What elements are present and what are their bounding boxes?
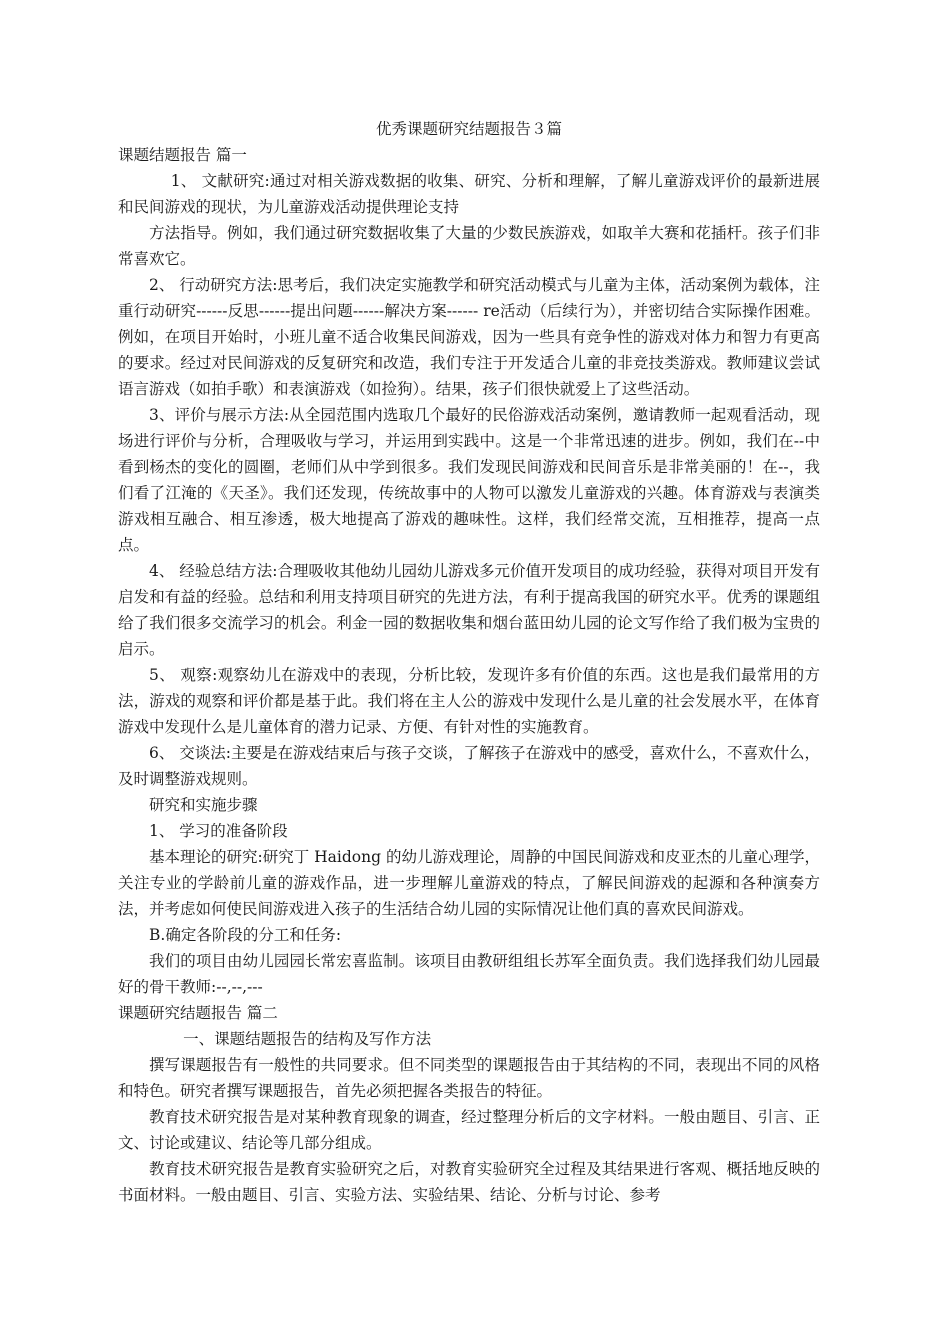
paragraph: B.确定各阶段的分工和任务: bbox=[149, 926, 342, 944]
subheading: 一、课题结题报告的结构及写作方法 bbox=[183, 1030, 432, 1048]
paragraph: 4、 经验总结方法:合理吸收其他幼儿园幼儿游戏多元价值开发项目的成功经验，获得对项目开发有启发和有益的经验。总结和利用支持项目研究的先进方法，有利于提高我国的研究水平。优秀的课题组给了我们很多交流学习的机会。利金一园的数据收集和烟台蓝田幼儿园的论文写作给了我们极为宝贵的启示。 bbox=[118, 562, 821, 658]
paragraph: 基本理论的研究:研究丁 Haidong 的幼儿游戏理论，周静的中国民间游戏和皮亚杰的儿童心理学，关注专业的学龄前儿童的游戏作品，进一步理解儿童游戏的特点，了解民间游戏的起源和各种演奏方法，并考虑如何使民间游戏进入孩子的生活结合幼儿园的实际情况让他们真的喜欢民间游戏。 bbox=[118, 848, 820, 918]
paragraph: 我们的项目由幼儿园园长常宏喜监制。该项目由教研组组长苏军全面负责。我们选择我们幼儿园最好的骨干教师:--,--,--- bbox=[118, 952, 820, 996]
section-heading-part2: 课题研究结题报告 篇二 bbox=[118, 1004, 278, 1022]
subheading: 1、 学习的准备阶段 bbox=[149, 822, 288, 840]
paragraph: 教育技术研究报告是教育实验研究之后，对教育实验研究全过程及其结果进行客观、概括地反映的书面材料。一般由题目、引言、实验方法、实验结果、结论、分析与讨论、参考 bbox=[118, 1160, 820, 1204]
paragraph: 方法指导。例如，我们通过研究数据收集了大量的少数民族游戏，如取羊大赛和花插杆。孩子们非常喜欢它。 bbox=[118, 224, 820, 268]
paragraph: 5、 观察:观察幼儿在游戏中的表现，分析比较，发现许多有价值的东西。这也是我们最常用的方法，游戏的观察和评价都是基于此。我们将在主人公的游戏中发现什么是儿童的社会发展水平，在体育游戏中发现什么是儿童体育的潜力记录、方便、有针对性的实施教育。 bbox=[118, 666, 820, 736]
document-title: 优秀课题研究结题报告３篇 bbox=[375, 120, 562, 138]
paragraph: 撰写课题报告有一般性的共同要求。但不同类型的课题报告由于其结构的不同，表现出不同的风格和特色。研究者撰写课题报告，首先必须把握各类报告的特征。 bbox=[118, 1056, 820, 1100]
paragraph: 2、 行动研究方法:思考后，我们决定实施教学和研究活动模式与儿童为主体，活动案例为载体，注重行动研究------反思------提出问题------解决方案------ re活动（后续行为），并密切结合实际操作困难。例如，在项目开始时，小班儿童不适合收集民间游戏，因为一些具有竞争性的游戏对体力和智力有更高的要求。经过对民间游戏的反复研究和改造，我们专注于开发适合儿童的非竞技类游戏。教师建议尝试语言游戏（如拍手歌）和表演游戏（如捡狗）。结果，孩子们很快就爱上了这些活动。 bbox=[118, 276, 821, 398]
subheading: 研究和实施步骤 bbox=[149, 796, 258, 814]
paragraph: 6、 交谈法:主要是在游戏结束后与孩子交谈，了解孩子在游戏中的感受，喜欢什么，不喜欢什么，及时调整游戏规则。 bbox=[118, 744, 821, 788]
paragraph: 教育技术研究报告是对某种教育现象的调查，经过整理分析后的文字材料。一般由题目、引言、正文、讨论或建议、结论等几部分组成。 bbox=[118, 1108, 820, 1152]
section-heading-part1: 课题结题报告 篇一 bbox=[118, 146, 247, 164]
paragraph: 3、评价与展示方法:从全园范围内选取几个最好的民俗游戏活动案例，邀请教师一起观看活动，现场进行评价与分析，合理吸收与学习，并运用到实践中。这是一个非常迅速的进步。例如，我们在--中看到杨杰的变化的圆圈，老师们从中学到很多。我们发现民间游戏和民间音乐是非常美丽的！在--，我们看了江淹的《天圣》。我们还发现，传统故事中的人物可以激发儿童游戏的兴趣。体育游戏与表演类游戏相互融合、相互渗透，极大地提高了游戏的趣味性。这样，我们经常交流，互相推荐，提高一点点。 bbox=[118, 406, 820, 554]
paragraph: 1、 文献研究:通过对相关游戏数据的收集、研究、分析和理解，了解儿童游戏评价的最新进展和民间游戏的现状，为儿童游戏活动提供理论支持 bbox=[118, 172, 820, 216]
